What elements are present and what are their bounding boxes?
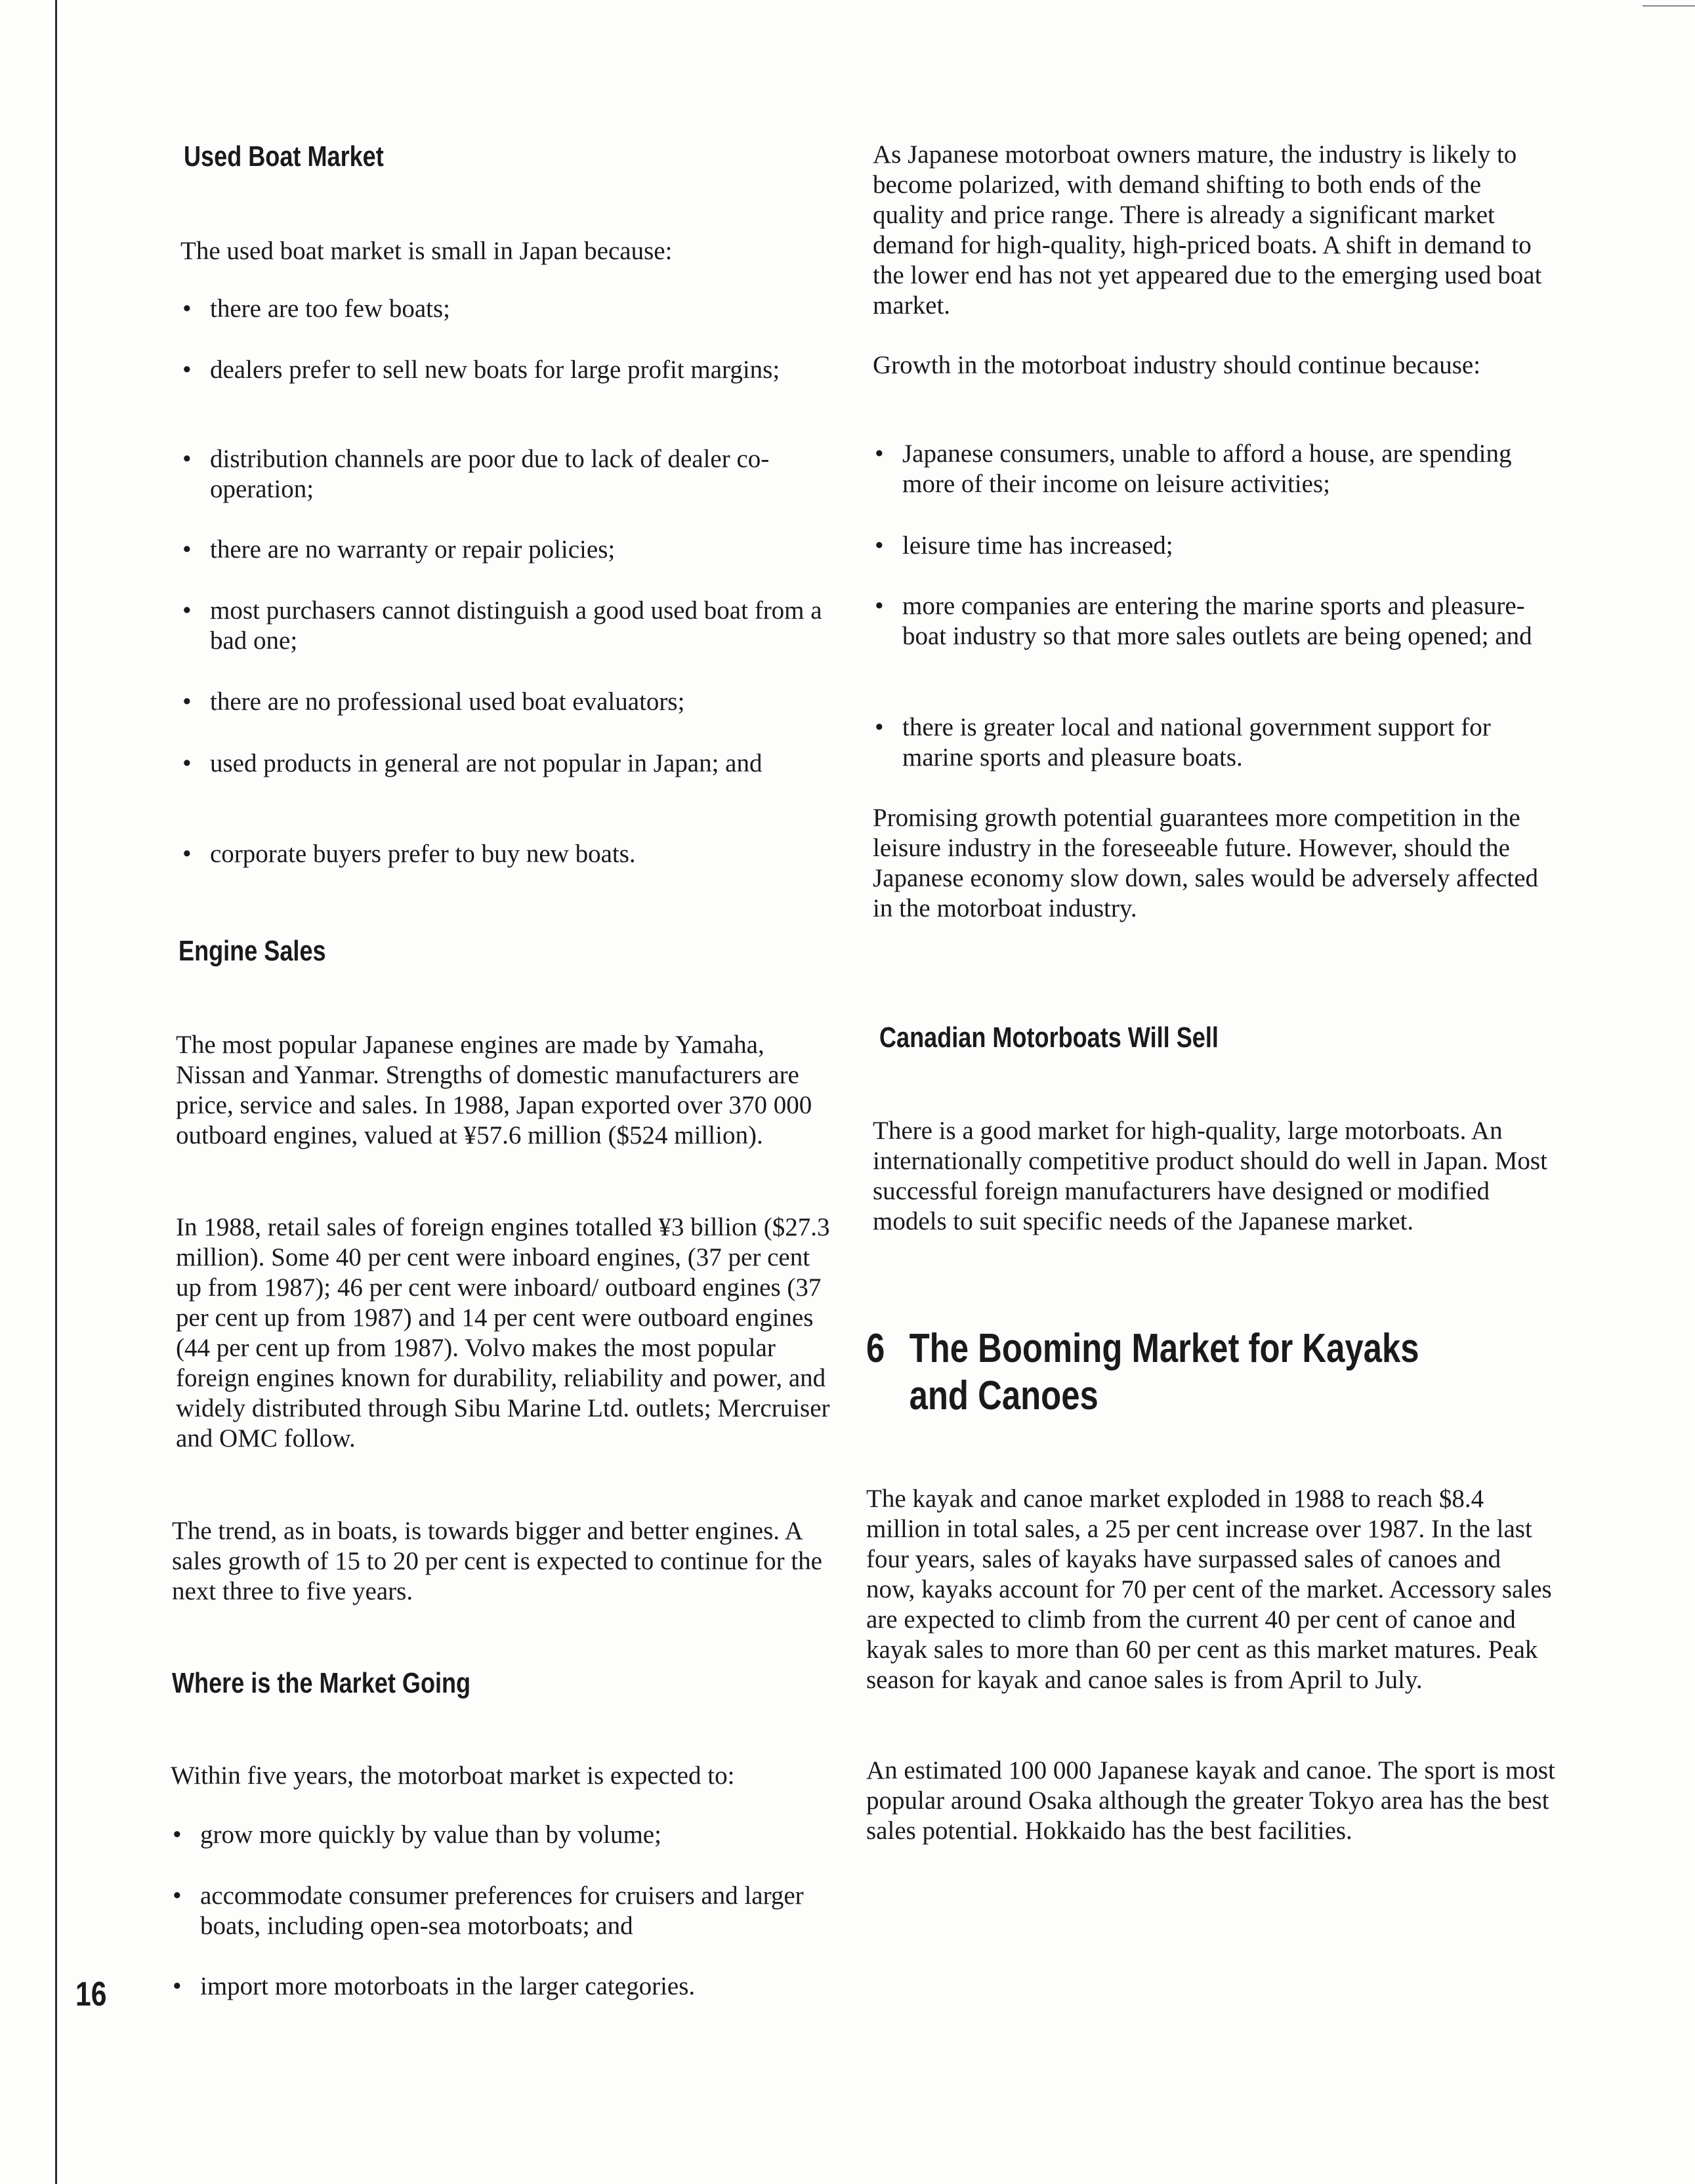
list-item: • distribution channels are poor due to lack of dealer co-operation;	[177, 444, 840, 505]
heading-where-is-the-market-going: Where is the Market Going	[172, 1667, 471, 1699]
list-item: • most purchasers cannot distinguish a good used boat from a bad one;	[177, 596, 840, 656]
engine-sales-paragraph-1: The most popular Japanese engines are made by Yamaha, Nissan and Yanmar. Strengths of domestic manufacturers are price, service and sales. In 1988, Japan exported over 370 000 outboard engines, valued at ¥57.6 million ($524 million).	[176, 1031, 812, 1149]
heading-engine-sales: Engine Sales	[178, 935, 326, 967]
list-item: • leisure time has increased;	[869, 531, 1555, 561]
kayak-paragraph-1: The kayak and canoe market exploded in 1988 to reach $8.4 million in total sales, a 25 per cent increase over 1987. In the last four years, sales of kayaks have surpassed sales of canoes and now, kayaks account for 70 per cent of the market. Accessory sales are expected to climb from the current 40 per cent of canoe and kayak sales to more than 60 per cent as this market matures. Peak season for kayak and canoe sales is from April to July.	[866, 1485, 1552, 1694]
canadian-motorboats-paragraph: There is a good market for high-quality, large motorboats. An internationally competitive product should do well in Japan. Most successful foreign manufacturers have designed or modified models to suit specific needs of the Japanese market.	[873, 1117, 1547, 1235]
list-item: • there are too few boats;	[177, 294, 840, 324]
engine-sales-paragraph-2: In 1988, retail sales of foreign engines totalled ¥3 billion ($27.3 million). Some 40 per cent were inboard engines, (37 per cent up from 1987); 46 per cent were inboard/ outboard engines (37 per cent up from 1987) and 14 per cent were outboard engines (44 per cent up from 1987). Volvo makes the most popular foreign engines known for durability, reliability and power, and widely distributed through Sibu Marine Ltd. outlets; Mercruiser and OMC follow.	[176, 1213, 830, 1453]
list-item: • there is greater local and national government support for marine sports and pleasure boats.	[869, 712, 1555, 773]
list-item: • there are no warranty or repair policies;	[177, 535, 840, 565]
market-going-intro: Within five years, the motorboat market is expected to:	[171, 1762, 735, 1790]
chapter-title: The Booming Market for Kayaks and Canoes	[909, 1326, 1419, 1418]
engine-sales-paragraph-3: The trend, as in boats, is towards bigger and better engines. A sales growth of 15 to 20 per cent is expected to continue for the next three to five years.	[172, 1517, 822, 1605]
right-paragraph-1: As Japanese motorboat owners mature, the industry is likely to become polarized, with demand shifting to both ends of the quality and price range. There is already a significant market demand for high-quality, high-priced boats. A shift in demand to the lower end has not yet appeared due to the emerging used boat market.	[873, 140, 1542, 319]
heading-canadian-motorboats-will-sell: Canadian Motorboats Will Sell	[879, 1021, 1219, 1054]
chapter-number: 6	[866, 1326, 885, 1371]
right-paragraph-3: Promising growth potential guarantees more competition in the leisure industry in the foreseeable future. However, should the Japanese economy slow down, sales would be adversely affected in the motorboat industry.	[873, 804, 1539, 922]
used-boat-intro: The used boat market is small in Japan because:	[180, 237, 673, 265]
list-item: • grow more quickly by value than by volume;	[167, 1820, 840, 1850]
list-item: • accommodate consumer preferences for cruisers and larger boats, including open-sea motorboats; and	[167, 1881, 840, 1941]
scan-corner-mark	[1643, 5, 1695, 7]
list-item: • there are no professional used boat evaluators;	[177, 687, 840, 717]
page-edge-line	[55, 0, 57, 2184]
list-item: • import more motorboats in the larger categories.	[167, 1971, 840, 2002]
list-item: • more companies are entering the marine sports and pleasure-boat industry so that more sales outlets are being opened; and	[869, 591, 1555, 651]
heading-used-boat-market: Used Boat Market	[184, 140, 384, 173]
list-item: • corporate buyers prefer to buy new boats.	[177, 839, 840, 869]
list-item: • Japanese consumers, unable to afford a house, are spending more of their income on leisure activities;	[869, 439, 1555, 499]
page-number: 16	[75, 1975, 107, 2013]
list-item: • dealers prefer to sell new boats for large profit margins;	[177, 355, 840, 385]
list-item: • used products in general are not popular in Japan; and	[177, 749, 840, 779]
kayak-paragraph-2: An estimated 100 000 Japanese kayak and canoe. The sport is most popular around Osaka although the greater Tokyo area has the best sales potential. Hokkaido has the best facilities.	[866, 1756, 1555, 1845]
right-paragraph-2: Growth in the motorboat industry should continue because:	[873, 351, 1481, 379]
